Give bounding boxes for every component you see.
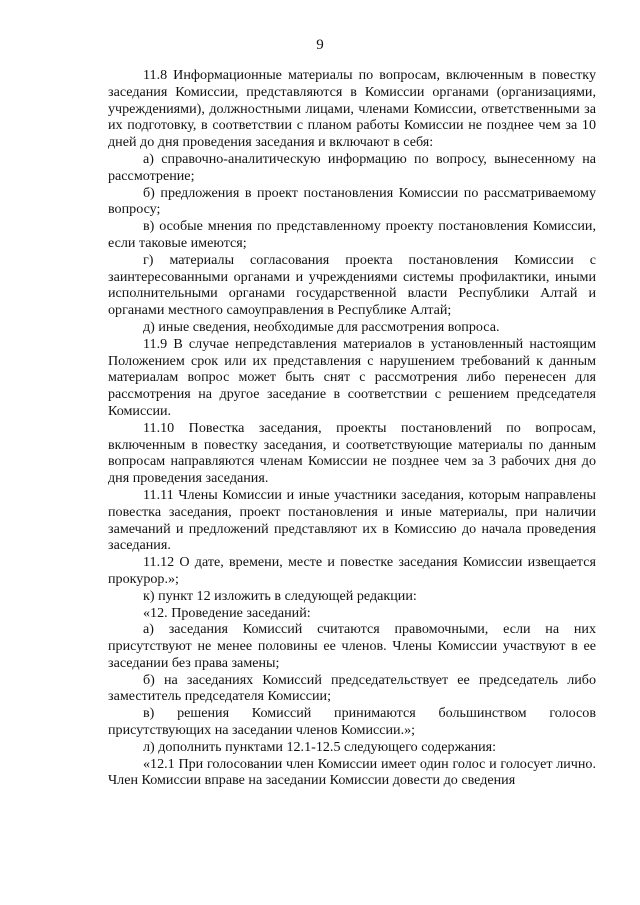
paragraph-12-item-b: б) на заседаниях Комиссий председательствует ее председатель либо заместитель председателя Комиссии;: [108, 671, 596, 705]
list-item-a-reference-info: а) справочно-аналитическую информацию по вопросу, вынесенному на рассмотрение;: [108, 150, 596, 184]
list-item-v-opinions: в) особые мнения по представленному проекту постановления Комиссии, если таковые имеются;: [108, 218, 596, 251]
amendment-l: л) дополнить пунктами 12.1-12.5 следующего содержания:: [143, 738, 497, 755]
paragraph-11-9: 11.9 В случае непредставления материалов в установленный настоящим Положением срок или их представления с нарушением требований к данным материалам вопрос может быть снят с рассмотрения либо перенесен для рассмотрения на другое заседание в соответствии с решением председателя Комиссии.: [108, 335, 596, 419]
paragraph-11-12: 11.12 О дате, времени, месте и повестке заседания Комиссии извещается прокурор.»;: [108, 554, 596, 587]
paragraph-12-item-a: а) заседания Комиссий считаются правомочными, если на них присутствуют не менее половины ее членов. Члены Комиссии участвуют в ее заседании без права замены;: [108, 621, 596, 671]
paragraph-11-10: 11.10 Повестка заседания, проекты постановлений по вопросам, включенным в повестку заседания, и соответствующие материалы по данным вопросам направляются членам Комиссии не позднее чем за 3 рабочих дня до дня проведения заседания.: [108, 419, 596, 487]
list-item-g-approval-materials: г) материалы согласования проекта постановления Комиссии с заинтересованными органами и учреждениями системы профилактики, иными исполнительными органами государственной власти Республики Алтай и органами местного самоуправления в Республике Алтай;: [108, 251, 596, 319]
paragraph-12-heading: «12. Проведение заседаний:: [143, 604, 311, 621]
paragraph-12-item-v: в) решения Комиссий принимаются большинством голосов присутствующих на заседании членов Комиссии.»;: [108, 705, 596, 739]
page-number: 9: [316, 37, 324, 53]
list-item-b-proposals: б) предложения в проект постановления Комиссии по рассматриваемому вопросу;: [108, 184, 596, 218]
amendment-k: к) пункт 12 изложить в следующей редакции:: [143, 587, 417, 604]
paragraph-11-8: 11.8 Информационные материалы по вопросам, включенным в повестку заседания Комиссии, представляются в Комиссии органами (организациями, учреждениями), должностными лицами, членами Комиссии, ответственными за их подготовку, в соответствии с планом работы Комиссии не позднее чем за 10 дней до дня проведения заседания и включают в себя:: [108, 67, 596, 151]
paragraph-11-11: 11.11 Члены Комиссии и иные участники заседания, которым направлены повестка заседания, проект постановления и иные материалы, при наличии замечаний и предложений представляют их в Комиссию до начала проведения заседания.: [108, 486, 596, 554]
list-item-d-other-info: д) иные сведения, необходимые для рассмотрения вопроса.: [143, 318, 500, 335]
body-text: [108, 67, 596, 789]
paragraph-12-1: «12.1 При голосовании член Комиссии имеет один голос и голосует лично. Член Комиссии вправе на заседании Комиссии довести до сведения: [108, 755, 596, 789]
